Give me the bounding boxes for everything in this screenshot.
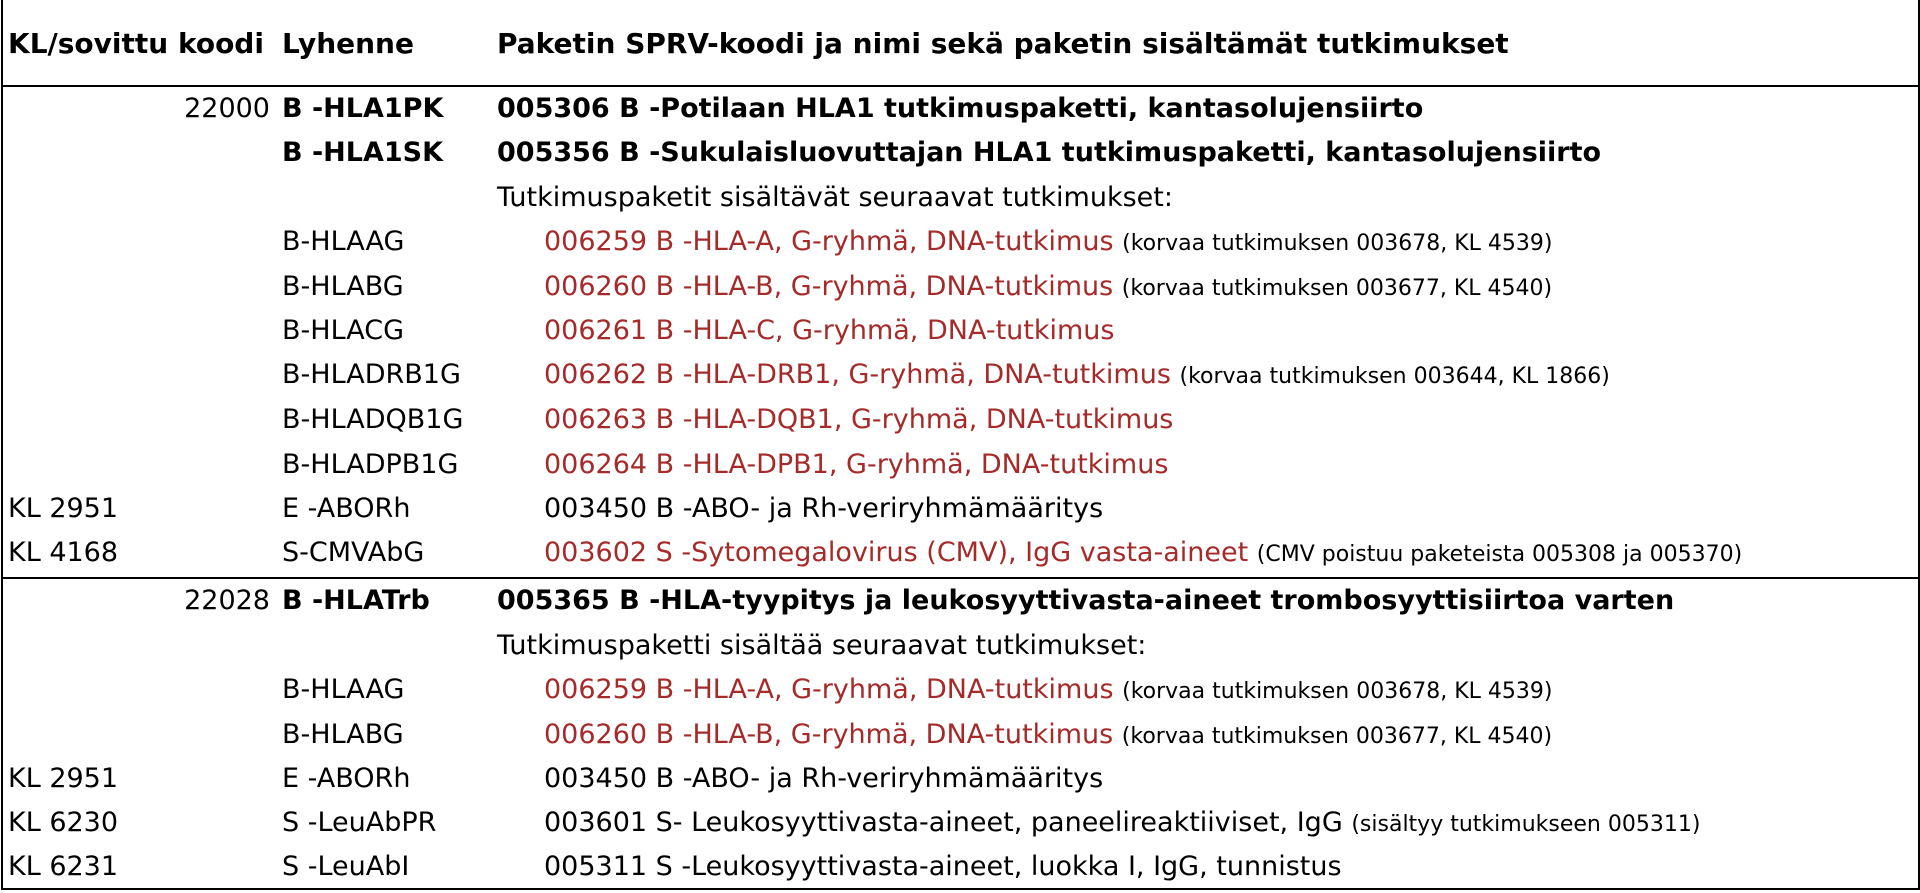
header-abbr: Lyhenne <box>282 27 414 60</box>
row-test-name: 003601 S- Leukosyyttivasta-aineet, paneelireaktiiviset, IgG <box>544 807 1343 838</box>
row-test-name: 006261 B -HLA-C, G-ryhmä, DNA-tutkimus <box>544 315 1115 346</box>
row-package-name: 005365 B -HLA-tyypitys ja leukosyyttivasta-aineet trombosyyttisiirtoa varten <box>497 585 1675 616</box>
row-package-name: 005306 B -Potilaan HLA1 tutkimuspaketti, kantasolujensiirto <box>497 93 1424 124</box>
row-subheading: Tutkimuspaketit sisältävät seuraavat tutkimukset: <box>497 182 1173 213</box>
row-note: (korvaa tutkimuksen 003677, KL 4540) <box>1121 276 1553 301</box>
row-test <box>544 309 1114 353</box>
table-row <box>0 845 1920 889</box>
row-test-name: 003450 B -ABO- ja Rh-veriryhmämääritys <box>544 493 1104 524</box>
row-test-name: 006260 B -HLA-B, G-ryhmä, DNA-tutkimus <box>544 271 1114 302</box>
header-row <box>0 22 1920 66</box>
row-abbr: B-HLADQB1G <box>282 404 464 435</box>
table-row <box>0 579 1920 623</box>
row-abbr: B-HLAAG <box>282 674 405 705</box>
row-abbr: B-HLABG <box>282 271 404 302</box>
row-note: (sisältyy tutkimukseen 005311) <box>1351 812 1701 837</box>
header-code: KL/sovittu koodi <box>8 27 264 60</box>
row-abbr: E -ABORh <box>282 493 411 524</box>
table-row <box>0 757 1920 801</box>
table-row <box>0 398 1920 442</box>
row-abbr: B -HLA1SK <box>282 137 444 168</box>
row-code: 22000 <box>184 93 270 124</box>
row-abbr: B-HLACG <box>282 315 405 346</box>
table-row <box>0 265 1920 309</box>
table-row <box>0 176 1920 220</box>
row-note: (korvaa tutkimuksen 003644, KL 1866) <box>1179 364 1610 389</box>
header-package: Paketin SPRV-koodi ja nimi sekä paketin sisältämät tutkimukset <box>497 27 1509 60</box>
row-abbr: B-HLABG <box>282 719 404 750</box>
row-test <box>544 487 1103 531</box>
row-test <box>544 353 1610 399</box>
row-code: 22028 <box>184 585 270 616</box>
table-row <box>0 87 1920 131</box>
table-row <box>0 668 1920 712</box>
row-test <box>544 220 1552 266</box>
row-test <box>544 398 1173 442</box>
row-test <box>544 265 1552 311</box>
row-abbr: E -ABORh <box>282 763 411 794</box>
row-abbr: B-HLAAG <box>282 226 405 257</box>
row-abbr: S -LeuAbI <box>282 851 410 882</box>
row-code: KL 2951 <box>8 763 119 794</box>
row-test <box>544 713 1552 759</box>
row-package-name: 005356 B -Sukulaisluovuttajan HLA1 tutkimuspaketti, kantasolujensiirto <box>497 137 1602 168</box>
table-row <box>0 531 1920 575</box>
row-test-name: 005311 S -Leukosyyttivasta-aineet, luokka I, IgG, tunnistus <box>544 851 1342 882</box>
row-code: KL 6230 <box>8 807 119 838</box>
table-row <box>0 131 1920 175</box>
row-code: KL 2951 <box>8 493 119 524</box>
row-test <box>544 668 1552 714</box>
row-test-name: 003602 S -Sytomegalovirus (CMV), IgG vasta-aineet <box>544 537 1249 568</box>
row-note: (korvaa tutkimuksen 003677, KL 4540) <box>1121 724 1553 749</box>
row-test <box>544 443 1168 487</box>
row-test-name: 006262 B -HLA-DRB1, G-ryhmä, DNA-tutkimus <box>544 359 1171 390</box>
row-test <box>544 531 1742 577</box>
table-row <box>0 624 1920 668</box>
row-abbr: B -HLATrb <box>282 585 430 616</box>
row-abbr: B-HLADPB1G <box>282 449 459 480</box>
row-test-name: 006260 B -HLA-B, G-ryhmä, DNA-tutkimus <box>544 719 1114 750</box>
row-code: KL 4168 <box>8 537 119 568</box>
table-row <box>0 713 1920 757</box>
row-test <box>544 757 1103 801</box>
row-note: (korvaa tutkimuksen 003678, KL 4539) <box>1122 231 1553 256</box>
row-test-name: 003450 B -ABO- ja Rh-veriryhmämääritys <box>544 763 1104 794</box>
row-subheading: Tutkimuspaketti sisältää seuraavat tutkimukset: <box>497 630 1147 661</box>
row-test-name: 006259 B -HLA-A, G-ryhmä, DNA-tutkimus <box>544 674 1114 705</box>
row-test <box>544 845 1342 889</box>
row-abbr: S-CMVAbG <box>282 537 425 568</box>
row-code: KL 6231 <box>8 851 119 882</box>
row-test <box>544 801 1700 847</box>
row-note: (CMV poistuu paketeista 005308 ja 005370) <box>1256 542 1743 567</box>
row-abbr: B -HLA1PK <box>282 93 444 124</box>
row-test-name: 006264 B -HLA-DPB1, G-ryhmä, DNA-tutkimus <box>544 449 1169 480</box>
table-row <box>0 309 1920 353</box>
table-row <box>0 353 1920 397</box>
row-abbr: B-HLADRB1G <box>282 359 461 390</box>
table-row <box>0 801 1920 845</box>
row-test-name: 006263 B -HLA-DQB1, G-ryhmä, DNA-tutkimus <box>544 404 1174 435</box>
table-row <box>0 487 1920 531</box>
row-test-name: 006259 B -HLA-A, G-ryhmä, DNA-tutkimus <box>544 226 1114 257</box>
table-row <box>0 443 1920 487</box>
row-note: (korvaa tutkimuksen 003678, KL 4539) <box>1122 679 1553 704</box>
table-row <box>0 220 1920 264</box>
row-abbr: S -LeuAbPR <box>282 807 437 838</box>
